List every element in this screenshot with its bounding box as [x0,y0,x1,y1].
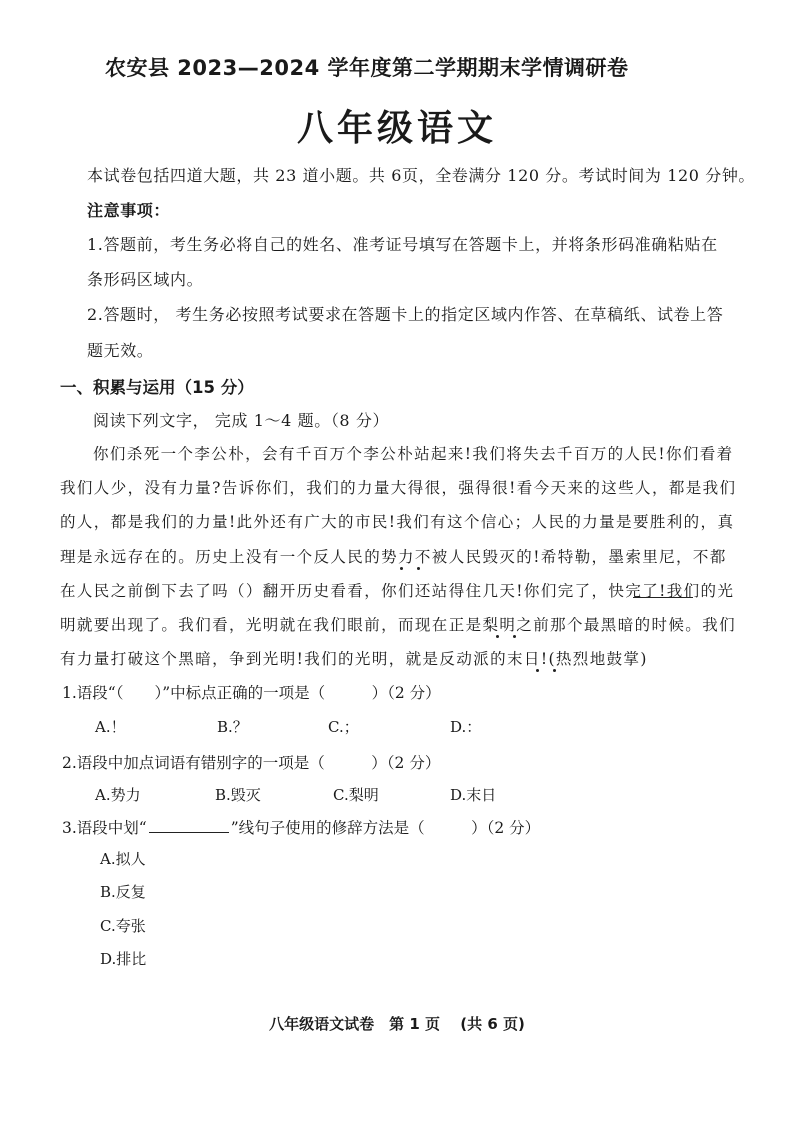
notice-1-line-1: 1.答题前，考生务必将自己的姓名、准考证号填写在答题卡上，并将条形码准确粘贴在 [87,235,718,254]
q2-option-c: C.梨明 [333,786,379,804]
passage-line: 理是永远存在的。历史上没有一个反人民的势力不被人民毁灭的!希特勒，墨索里尼，不都 [60,548,727,566]
passage-line: 的人，都是我们的力量!此外还有广大的市民!我们有这个信心；人民的力量是要胜利的，真 [60,513,735,531]
q3-option-d: D.排比 [100,950,147,968]
question-1-stem: 1.语段“（ ）”中标点正确的一项是（ ）（2 分） [62,684,441,702]
page-footer: 八年级语文试卷 第 1 页 (共 6 页) [269,1015,525,1033]
emphasis-dot [417,567,420,570]
question-3-stem [62,816,540,838]
notice-1-line-2: 条形码区域内。 [87,270,204,289]
q3-option-b: B.反复 [100,883,146,901]
notice-2-line-1: 2.答题时， 考生务必按照考试要求在答题卡上的指定区域内作答、在草稿纸、试卷上答 [87,305,724,324]
underline-blank [149,818,229,833]
emphasis-dot [536,669,539,672]
notice-heading: 注意事项： [87,201,171,220]
passage-line: 明就要出现了。我们看，光明就在我们眼前，而现在正是梨明之前那个最黑暗的时候。我们 [60,616,737,634]
emphasis-dot [496,635,499,638]
exam-header-title: 农安县 2023—2024 学年度第二学期期末学情调研卷 [105,56,629,80]
emphasis-dot [513,635,516,638]
question-2-stem: 2.语段中加点词语有错别字的一项是（ ）（2 分） [62,754,441,772]
underline-mark [633,597,693,598]
passage-line: 我们人少，没有力量?告诉你们，我们的力量大得很，强得很!看今天来的这些人，都是我们 [60,479,737,497]
emphasis-dot [400,567,403,570]
q2-option-b: B.毁灭 [215,786,261,804]
q3-stem-before: 3.语段中划“ [62,819,147,837]
q3-stem-after: ”线句子使用的修辞方法是（ ）（2 分） [230,819,541,837]
notice-2-line-2: 题无效。 [87,341,154,360]
q2-option-d: D.末日 [450,786,497,804]
q1-option-c: C.； [328,718,359,736]
q1-option-b: B.？ [217,718,248,736]
q3-option-a: A.拟人 [100,850,146,868]
q3-option-c: C.夸张 [100,917,146,935]
subject-title: 八年级语文 [296,108,497,149]
q1-option-a: A.！ [95,718,126,736]
reading-instruction: 阅读下列文字， 完成 1～4 题。（8 分） [93,411,390,430]
passage-line: 在人民之前倒下去了吗（）翻开历史看看，你们还站得住几天!你们完了，快完了!我们的光 [60,582,735,600]
passage-line: 有力量打破这个黑暗，争到光明!我们的光明，就是反动派的末日!(热烈地鼓掌) [60,650,648,668]
q1-option-d: D.： [450,718,482,736]
emphasis-dot [553,669,556,672]
section-1-heading: 一、积累与运用（15 分） [60,378,254,397]
exam-summary: 本试卷包括四道大题，共 23 道小题。共 6页，全卷满分 120 分。考试时间为 120 分钟。 [87,166,756,185]
q2-option-a: A.势力 [95,786,141,804]
passage-line: 你们杀死一个李公朴，会有千百万个李公朴站起来!我们将失去千百万的人民!你们看着 [93,445,734,463]
